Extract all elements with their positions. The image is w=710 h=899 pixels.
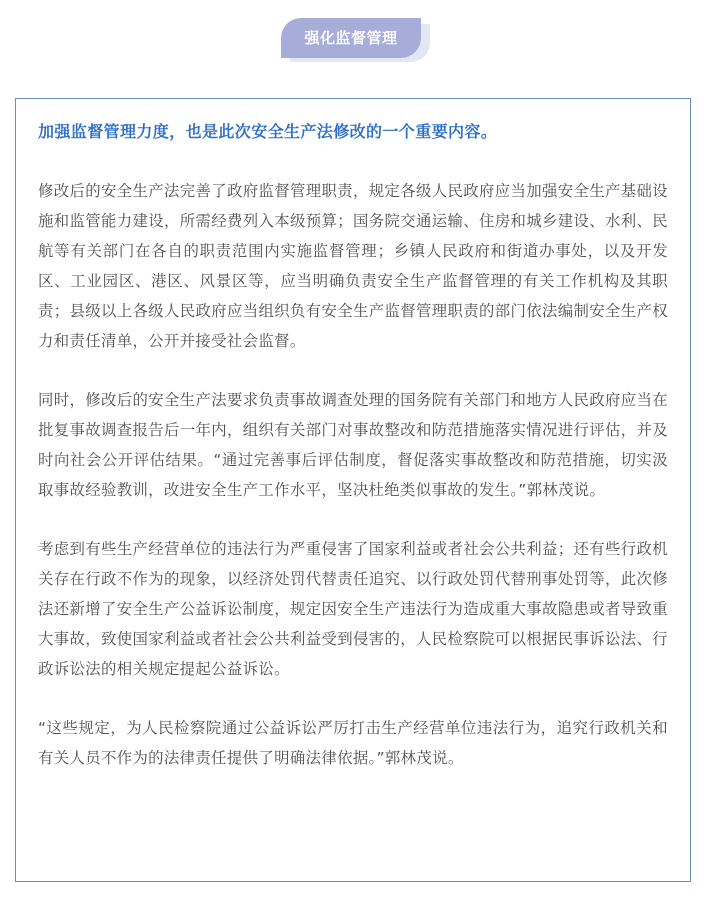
article-paragraph-2: 同时，修改后的安全生产法要求负责事故调查处理的国务院有关部门和地方人民政府应当在批复事故调查报告后一年内，组织有关部门对事故整改和防范措施落实情况进行评估，并及时向社会公开评估结果。“通过完善事后评估制度，督促落实事故整改和防范措施，切实汲取事故经验教训，改进安全生产工作水平，坚决杜绝类似事故的发生。”郭林茂说。 [38,391,668,499]
article-paragraph-3: 考虑到有些生产经营单位的违法行为严重侵害了国家利益或者社会公共利益；还有些行政机关存在行政不作为的现象，以经济处罚代替责任追究、以行政处罚代替刑事处罚等，此次修法还新增了安全生产公益诉讼制度，规定因安全生产违法行为造成重大事故隐患或者导致重大事故，致使国家利益或者社会公共利益受到侵害的，人民检察院可以根据民事诉讼法、行政诉讼法的相关规定提起公益诉讼。 [38,540,668,678]
article-content-box [15,98,691,882]
section-header [0,0,710,70]
section-title-badge: 强化监督管理 [281,18,421,58]
article-paragraph-1: 修改后的安全生产法完善了政府监督管理职责，规定各级人民政府应当加强安全生产基础设施和监管能力建设，所需经费列入本级预算；国务院交通运输、住房和城乡建设、水利、民航等有关部门在各自的职责范围内实施监督管理；乡镇人民政府和街道办事处，以及开发区、工业园区、港区、风景区等，应当明确负责安全生产监督管理的有关工作机构及其职责；县级以上各级人民政府应当组织负有安全生产监督管理职责的部门依法编制安全生产权力和责任清单，公开并接受社会监督。 [38,182,668,350]
article-lead: 加强监督管理力度，也是此次安全生产法修改的一个重要内容。 [38,122,498,141]
article-paragraph-4: “这些规定，为人民检察院通过公益诉讼严厉打击生产经营单位违法行为，追究行政机关和有关人员不作为的法律责任提供了明确法律依据。”郭林茂说。 [38,719,668,767]
